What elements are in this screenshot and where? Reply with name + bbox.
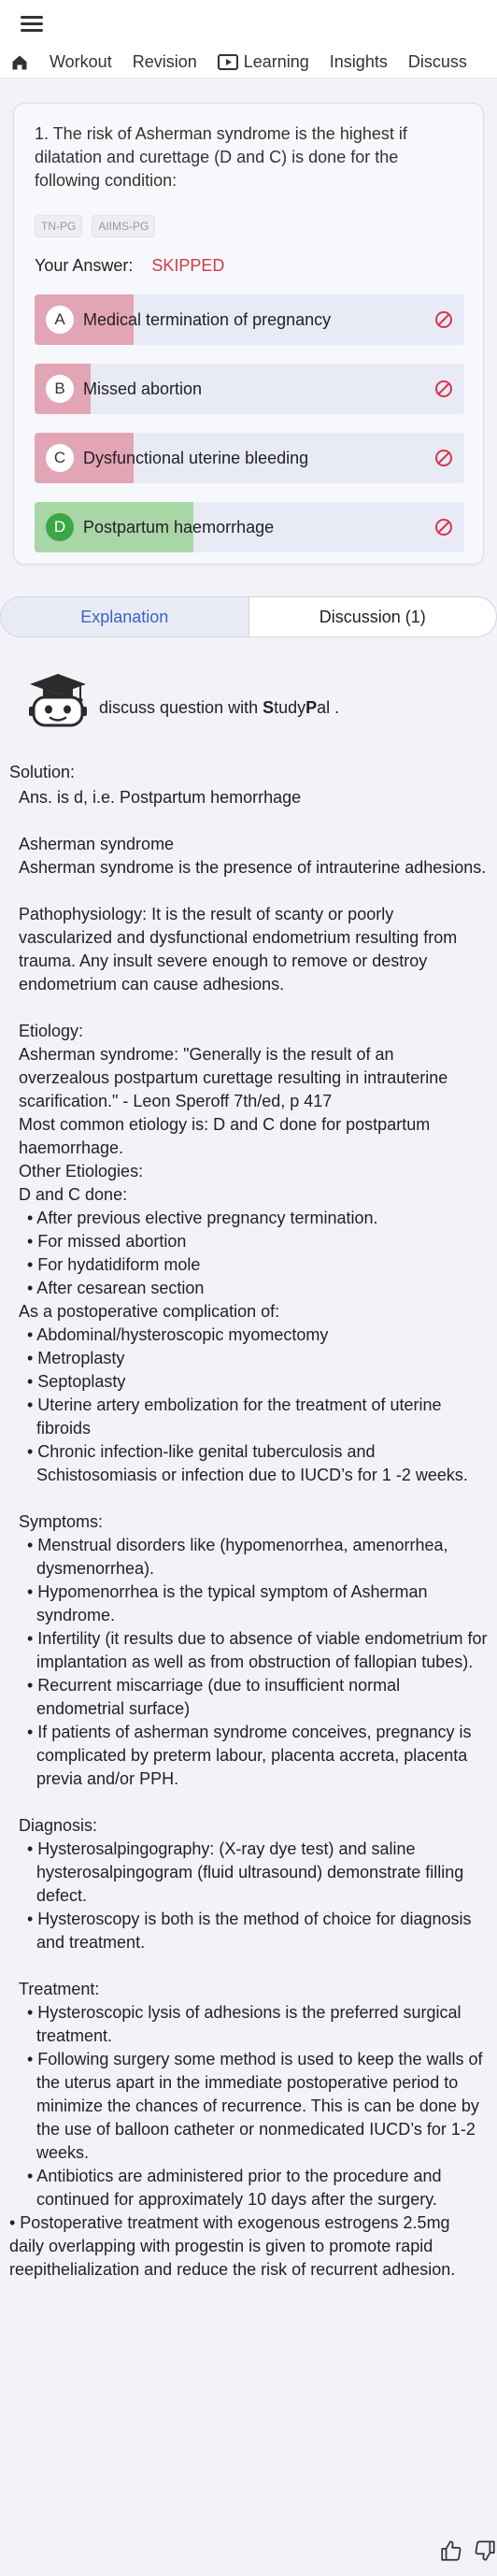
nav-tab-learning[interactable]: Learning <box>207 47 320 78</box>
solution-line <box>19 996 488 1020</box>
block-icon <box>434 449 453 467</box>
feedback-buttons <box>439 2539 497 2563</box>
solution-line: • Hypomenorrhea is the typical symptom of Asherman syndrome. <box>27 1582 428 1624</box>
solution-line: • Menstrual disorders like (hypomenorrhea, amenorrhea, dysmenorrhea). <box>27 1536 448 1578</box>
solution-line: Etiology: <box>19 1022 84 1040</box>
studypal-prompt[interactable] <box>24 664 473 729</box>
solution-line: • Chronic infection-like genital tuberculosis and Schistosomiasis or infection due to IUCD’s for 1 -2 weeks. <box>27 1442 468 1484</box>
option-text: Postpartum haemorrhage <box>83 517 275 537</box>
solution-line <box>19 1791 488 1814</box>
home-tab[interactable] <box>0 47 39 78</box>
graduate-robot-icon <box>24 671 92 729</box>
solution-line: • Metroplasty <box>27 1349 125 1367</box>
solution-line: • Septoplasty <box>27 1372 126 1391</box>
solution-line: Treatment: <box>19 1980 100 1998</box>
solution-line: Other Etiologies: <box>19 1162 144 1181</box>
solution-line: D and C done: <box>19 1185 128 1204</box>
solution-line: Pathophysiology: It is the result of scanty or poorly vascularized and dysfunctional endometrium resulting from trauma. Any insult severe enough to remove or destroy endometrium can cause adhesions. <box>19 905 458 994</box>
thumbs-down-icon[interactable] <box>473 2539 497 2563</box>
solution-line: • If patients of asherman syndrome conceives, pregnancy is complicated by preterm labour, placenta accreta, placenta previa and/or PPH. <box>27 1723 472 1788</box>
solution-line: • Hysterosalpingography: (X-ray dye test) and saline hysterosalpingogram (fluid ultrasound) demonstrate filling defect. <box>27 1839 464 1905</box>
top-bar <box>0 0 497 47</box>
solution-line: • Hysteroscopy is both is the method of choice for diagnosis and treatment. <box>27 1910 472 1952</box>
answer-status: SKIPPED <box>151 256 225 275</box>
solution-line: Asherman syndrome <box>19 835 175 853</box>
solution-title: Solution: <box>9 763 76 781</box>
solution-line: • Recurrent miscarriage (due to insufficient normal endometrial surface) <box>27 1676 401 1718</box>
solution-line: Asherman syndrome is the presence of intrauterine adhesions. <box>19 858 487 877</box>
option-text: Medical termination of pregnancy <box>83 309 332 329</box>
option-letter: C <box>46 444 74 472</box>
nav-tab-insights[interactable]: Insights <box>329 52 388 71</box>
solution-line: Asherman syndrome: "Generally is the result of an overzealous postpartum curettage resulting in intrauterine scarification." - Leon Speroff 7th/ed, p 417 <box>19 1045 448 1110</box>
main-nav <box>0 47 497 79</box>
option-c[interactable] <box>35 433 464 483</box>
solution-line: Ans. is d, i.e. Postpartum hemorrhage <box>19 788 302 807</box>
solution-line: • Postoperative treatment with exogenous estrogens 2.5mg daily overlapping with progestin is given to promote rapid reepithelialization and reduce the risk of recurrent adhesion. <box>9 2213 456 2279</box>
solution-line <box>19 1954 488 1978</box>
solution-line: • Antibiotics are administered prior to the procedure and continued for approximately 10 days after the surgery. <box>27 2167 442 2209</box>
solution-line: Diagnosis: <box>19 1816 98 1835</box>
nav-tab-revision[interactable]: Revision <box>132 52 197 71</box>
solution-line <box>19 880 488 903</box>
solution-line <box>19 1487 488 1510</box>
option-d[interactable] <box>35 502 464 552</box>
block-icon <box>434 379 453 398</box>
solution-line: • For missed abortion <box>27 1232 187 1251</box>
solution-tabs <box>0 596 497 637</box>
block-icon <box>434 518 453 537</box>
tab-discussion[interactable]: Discussion (1) <box>249 596 497 637</box>
solution-line: Symptoms: <box>19 1512 104 1531</box>
solution-line: • Following surgery some method is used to keep the walls of the uterus apart in the immediate postoperative period to minimize the chances of recurrence. This is can be done by the use of balloon catheter or nonmedicated IUCD’s for 1-2 weeks. <box>27 2050 483 2162</box>
solution-line: • Uterine artery embolization for the treatment of uterine fibroids <box>27 1395 442 1438</box>
solution-line: • Infertility (it results due to absence of viable endometrium for implantation as well as from obstruction of fallopian tubes). <box>27 1629 488 1671</box>
nav-tab-discuss[interactable]: Discuss <box>407 52 467 71</box>
solution-line: • Hysteroscopic lysis of adhesions is the preferred surgical treatment. <box>27 2003 462 2045</box>
solution-body <box>9 786 488 2282</box>
option-b[interactable] <box>35 364 464 414</box>
option-text: Dysfunctional uterine bleeding <box>83 448 309 467</box>
your-answer <box>35 256 462 276</box>
exam-tag: AIIMS-PG <box>92 215 155 237</box>
exam-tags <box>35 215 462 237</box>
option-letter: A <box>46 306 74 334</box>
solution-section <box>9 761 488 2282</box>
your-answer-label: Your Answer: <box>35 256 134 275</box>
home-icon <box>10 53 29 72</box>
thumbs-up-icon[interactable] <box>439 2539 463 2563</box>
hamburger-menu-icon[interactable] <box>21 15 43 32</box>
option-letter: B <box>46 375 74 403</box>
solution-line: • After cesarean section <box>27 1279 205 1297</box>
question-card <box>13 103 484 565</box>
block-icon <box>434 310 453 329</box>
solution-line: Most common etiology is: D and C done for postpartum haemorrhage. <box>19 1115 431 1157</box>
option-a[interactable] <box>35 294 464 345</box>
solution-line <box>19 809 488 833</box>
solution-line: • For hydatidiform mole <box>27 1255 201 1274</box>
play-screen-icon <box>218 54 238 71</box>
solution-line: • After previous elective pregnancy termination. <box>27 1209 378 1227</box>
nav-tab-workout[interactable]: Workout <box>50 52 112 71</box>
question-text: 1. The risk of Asherman syndrome is the highest if dilatation and curettage (D and C) is done for the following condition: <box>35 124 407 190</box>
studypal-text: discuss question with StudyPal . <box>99 698 340 717</box>
exam-tag: TN-PG <box>35 215 82 237</box>
tab-explanation[interactable]: Explanation <box>0 596 249 637</box>
option-letter: D <box>46 513 74 541</box>
option-text: Missed abortion <box>83 379 203 398</box>
solution-line: • Abdominal/hysteroscopic myomectomy <box>27 1325 329 1344</box>
solution-line: As a postoperative complication of: <box>19 1302 280 1321</box>
